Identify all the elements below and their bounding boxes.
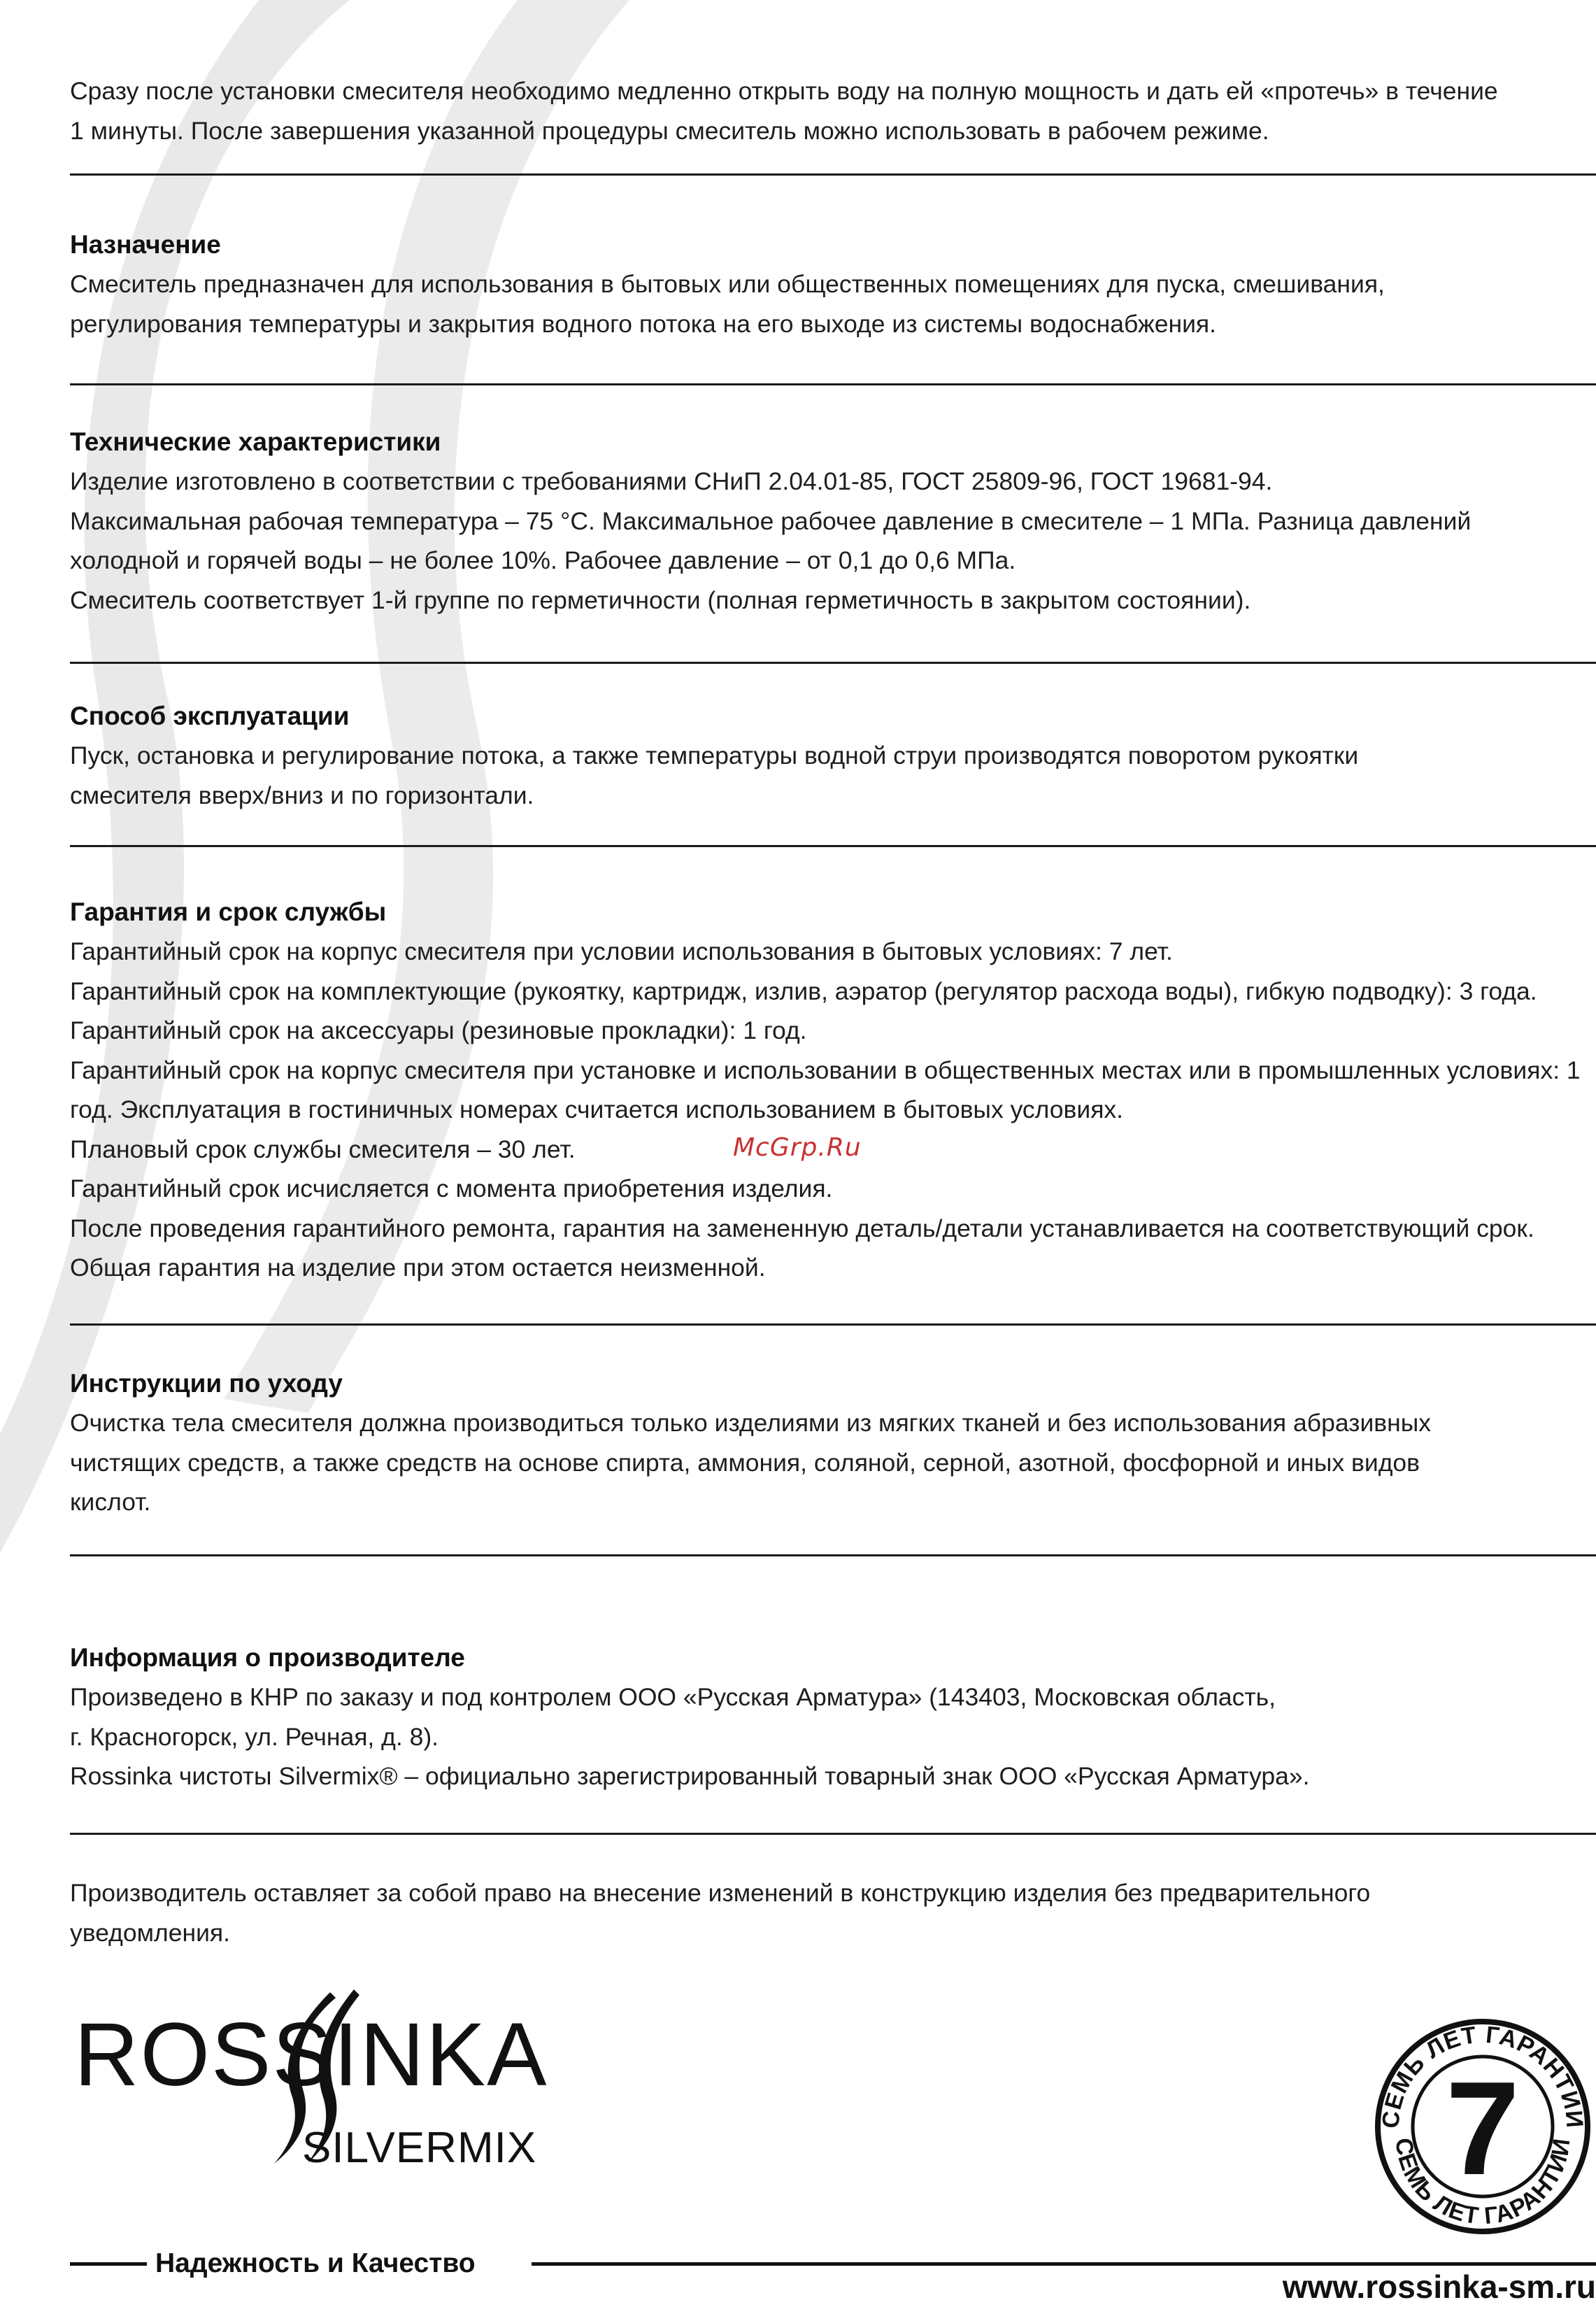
section-line: чистящих средств, а также средств на основе спирта, аммония, соляной, серной, азотной, фосфорной и иных видов (70, 1448, 1420, 1477)
section-line: Произведено в КНР по заказу и под контролем ООО «Русская Арматура» (143403, Московская область, (70, 1683, 1276, 1711)
section-line: кислот. (70, 1488, 151, 1516)
section-line: Гарантийный срок на аксессуары (резиновые прокладки): 1 год. (70, 1016, 807, 1044)
section-line: Гарантийный срок на комплектующие (рукоятку, картридж, излив, аэратор (регулятор расхода воды), гибкую подводку): 3 года. (70, 977, 1537, 1005)
section-line: холодной и горячей воды – не более 10%. Рабочее давление – от 0,1 до 0,6 МПа. (70, 546, 1016, 574)
section-line: г. Красногорск, ул. Речная, д. 8). (70, 1722, 439, 1751)
section-line: Смеситель предназначен для использования в бытовых или общественных помещениях для пуска, смешивания, (70, 270, 1385, 298)
section-title: Назначение (70, 230, 221, 259)
section-line: смесителя вверх/вниз и по горизонтали. (70, 781, 534, 809)
section-line: Максимальная рабочая температура – 75 °С. Максимальное рабочее давление в смесителе – 1 МПа. Разница давлений (70, 506, 1472, 535)
intro-line: Сразу после установки смесителя необходимо медленно открыть воду на полную мощность и дать ей «протечь» в течение (70, 77, 1498, 105)
section-line: Гарантийный срок исчисляется с момента приобретения изделия. (70, 1174, 833, 1202)
footer-note-line: уведомления. (70, 1918, 231, 1947)
seal-ring-text: СЕМЬ ЛЕТ ГАРАНТИИ (1377, 2021, 1588, 2129)
section-warranty (70, 893, 1596, 1288)
logo-brand: ROSSINKA (74, 2005, 548, 2105)
divider (70, 1554, 1596, 1556)
section-title: Инструкции по уходу (70, 1369, 343, 1398)
seven-year-warranty-seal (1371, 2015, 1595, 2238)
logo-sub: SILVERMIX (302, 2124, 537, 2172)
tagline-rule-left (70, 2262, 147, 2266)
seal-ring-text: СЕМЬ ЛЕТ ГАРАНТИИ (1390, 2136, 1576, 2230)
divider (70, 173, 1596, 176)
section-line: Rossinka чистоты Silvermix® – официально зарегистрированный товарный знак ООО «Русская Арматура». (70, 1762, 1310, 1790)
tagline: Надежность и Качество (155, 2248, 476, 2278)
website-link[interactable]: www.rossinka-sm.ru (1282, 2269, 1596, 2305)
section-line: Очистка тела смесителя должна производиться только изделиями из мягких тканей и без использования абразивных (70, 1409, 1432, 1437)
section-operation (70, 697, 1596, 815)
section-line: Общая гарантия на изделие при этом остается неизменной. (70, 1254, 766, 1282)
section-line: год. Эксплуатация в гостиничных номерах считается использованием в бытовых условиях. (70, 1095, 1124, 1123)
divider (70, 1833, 1596, 1835)
section-title: Технические характеристики (70, 427, 441, 456)
section-care (70, 1364, 1596, 1522)
section-specs (70, 423, 1596, 620)
divider (70, 845, 1596, 847)
section-line: Плановый срок службы смесителя – 30 лет. (70, 1135, 576, 1163)
section-line: Гарантийный срок на корпус смесителя при установке и использовании в общественных местах или в промышленных условиях: 1 (70, 1056, 1581, 1084)
section-purpose (70, 225, 1596, 343)
section-line: После проведения гарантийного ремонта, гарантия на замененную деталь/детали устанавливается на соответствующий срок. (70, 1214, 1534, 1242)
section-manufacturer (70, 1638, 1596, 1796)
section-title: Информация о производителе (70, 1643, 465, 1672)
divider (70, 1323, 1596, 1326)
intro-line: 1 минуты. После завершения указанной процедуры смеситель можно использовать в рабочем режиме. (70, 116, 1269, 145)
watermark: McGrp.Ru (733, 1133, 862, 1162)
section-line: Гарантийный срок на корпус смесителя при условии использования в бытовых условиях: 7 лет. (70, 937, 1173, 965)
section-line: регулирования температуры и закрытия водного потока на его выходе из системы водоснабжения. (70, 309, 1216, 338)
section-title: Гарантия и срок службы (70, 897, 387, 926)
rossinka-logo (70, 1985, 548, 2172)
footer-note-line: Производитель оставляет за собой право на внесение изменений в конструкцию изделия без предварительного (70, 1879, 1371, 1907)
seal-number: 7 (1446, 2054, 1520, 2203)
intro-paragraph (70, 71, 1596, 150)
section-line: Пуск, остановка и регулирование потока, а также температуры водной струи производятся поворотом рукоятки (70, 741, 1359, 769)
section-line: Смеситель соответствует 1-й группе по герметичности (полная герметичность в закрытом состоянии). (70, 585, 1251, 614)
divider (70, 383, 1596, 385)
section-line: Изделие изготовлено в соответствии с требованиями СНиП 2.04.01-85, ГОСТ 25809-96, ГОСТ 19681-94. (70, 467, 1273, 495)
section-title: Способ эксплуатации (70, 702, 350, 730)
divider (70, 662, 1596, 664)
tagline-rule-right (532, 2262, 1596, 2266)
footer-note (70, 1873, 1596, 1952)
